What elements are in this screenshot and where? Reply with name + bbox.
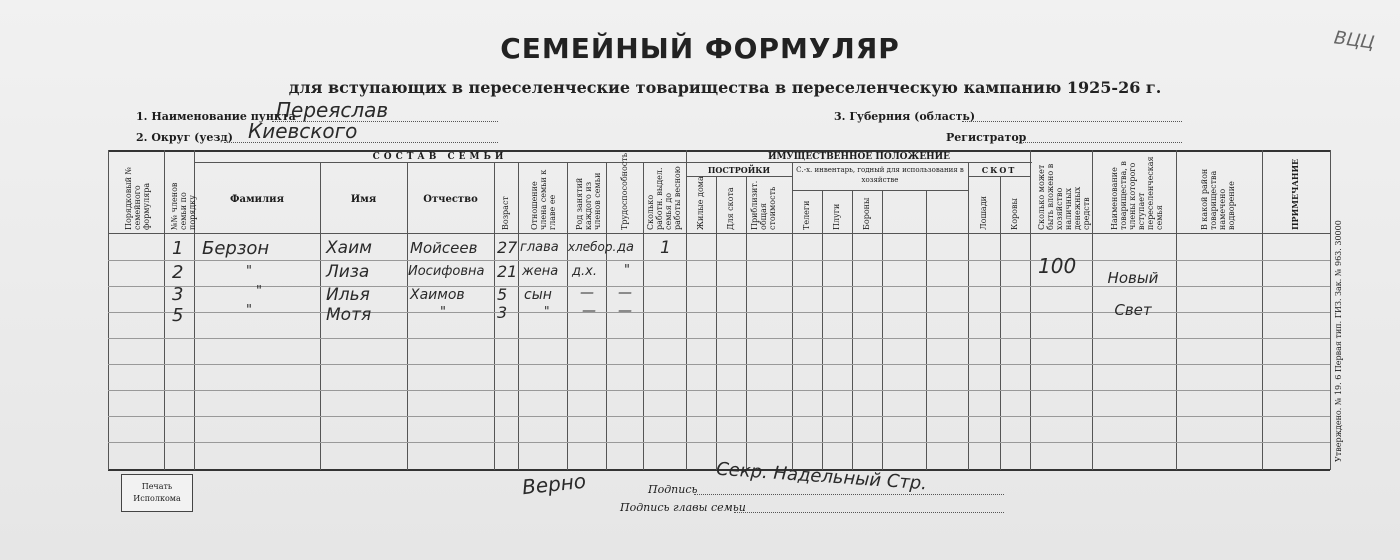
surname-cell: " <box>246 264 252 279</box>
surname-header: Фамилия <box>230 194 284 205</box>
livestock-group-rule <box>968 176 1030 177</box>
association-cell: Новый Свет <box>1107 269 1159 319</box>
building-value-header: Приблизит. общая стоимость <box>750 180 777 230</box>
occupation-cell: д.х. <box>572 264 597 279</box>
printer-imprint: Утверждено. № 19. 6 Первая тип. ГИЗ. Зак. № 963. 30000 <box>1334 220 1343 462</box>
stamp-box <box>121 474 193 512</box>
occupation-cell: хлебор. <box>568 240 617 254</box>
verno-note: Верно <box>520 468 588 500</box>
surname-cell: " <box>246 303 252 318</box>
ability-cell: — <box>618 285 632 301</box>
member-no-header: №№ членов семьи по порядку <box>170 182 197 230</box>
member-number: 2 <box>172 262 184 283</box>
family-group-heading: СОСТАВ СЕМЬИ <box>372 152 508 162</box>
livestock-group-heading: СКОТ <box>981 165 1017 175</box>
registrator-underline <box>1016 142 1182 143</box>
age-cell: 3 <box>497 303 508 322</box>
head-signature-underline <box>734 512 1004 513</box>
name-cell: Мотя <box>326 305 372 325</box>
member-number: 1 <box>172 238 184 259</box>
form-subtitle: для вступающих в переселенческие товарищества в переселенческую кампанию 1925-26 г. <box>288 78 1162 97</box>
registrator-label: Регистратор <box>946 131 1027 144</box>
patronymic-cell: " <box>440 305 446 320</box>
surname-cell: " <box>256 284 262 299</box>
patronymic-cell: Хаимов <box>410 287 465 303</box>
region-header: В какой район товарищества намечено водворение <box>1200 168 1236 230</box>
guberniya-label: 3. Губерния (область) <box>834 110 976 123</box>
name-cell: Хаим <box>326 238 372 258</box>
property-group-heading: ИМУЩЕСТВЕННОЕ ПОЛОЖЕНИЕ <box>767 152 951 162</box>
ploughs-header: Плуги <box>832 203 841 230</box>
occupation-header: Род занятий каждого из членов семьи <box>575 172 602 230</box>
signature-label: Подпись <box>648 483 698 496</box>
surname-cell: Берзон <box>202 238 270 259</box>
notes-header: ПРИМЕЧАНИЕ <box>1290 158 1300 230</box>
age-cell: 5 <box>497 285 508 304</box>
corner-handwritten-note: ВЦЦ <box>1332 27 1376 54</box>
member-number: 5 <box>172 305 184 326</box>
signature-value: Секр. Надельный Стр. <box>715 458 928 495</box>
buildings-group-heading: ПОСТРОЙКИ <box>707 165 771 175</box>
relation-cell: глава <box>520 240 559 255</box>
workers-header: Сколько работн. выдел. семья до работы весною <box>646 166 682 230</box>
relation-cell: " <box>544 304 550 318</box>
okrug-label: 2. Округ (уезд) <box>136 131 233 144</box>
stamp-label-1: Печать <box>141 482 173 491</box>
inventory-group-rule <box>792 190 968 191</box>
horses-header: Лошади <box>979 196 988 230</box>
money-header: Сколько может быть вложено в хозяйство наличных денежных средств <box>1037 163 1091 230</box>
signature-underline <box>694 494 1004 495</box>
punkt-label: 1. Наименование пункта <box>136 110 296 123</box>
family-group-rule <box>194 162 686 163</box>
houses-header: Жилые дома <box>696 176 705 230</box>
harrows-header: Бороны <box>862 197 871 230</box>
age-header: Возраст <box>501 196 510 230</box>
formular-no-header: Порядковый № семейного формуляра <box>124 166 151 230</box>
ability-cell: — <box>618 303 632 319</box>
stamp-label-2: Исполкома <box>133 494 181 503</box>
form-title: СЕМЕЙНЫЙ ФОРМУЛЯР <box>500 32 900 65</box>
punkt-value: Переяслав <box>276 98 389 122</box>
name-cell: Лиза <box>326 262 370 282</box>
age-cell: 27 <box>497 238 518 257</box>
carts-header: Телеги <box>802 200 811 230</box>
cows-header: Коровы <box>1010 198 1019 230</box>
patronymic-cell: Иосифовна <box>408 264 485 279</box>
patronymic-header: Отчество <box>423 194 478 205</box>
ability-cell: " <box>624 263 630 278</box>
property-group-rule <box>686 162 1032 163</box>
ability-cell: да <box>617 240 634 255</box>
inventory-group-heading: С.-х. инвентарь, годный для использования в хозяйстве <box>796 166 964 184</box>
head-signature-label: Подпись главы семьи <box>620 501 746 514</box>
patronymic-cell: Мойсеев <box>410 239 478 257</box>
barns-header: Для скота <box>726 187 735 230</box>
relation-header: Отношение члена семьи к главе ее <box>530 169 557 230</box>
name-cell: Илья <box>326 285 370 305</box>
occupation-cell: — <box>580 285 594 301</box>
workers-cell: 1 <box>660 238 671 258</box>
ability-header: Трудоспособность <box>620 152 629 230</box>
money-cell: 100 <box>1038 254 1077 278</box>
guberniya-underline <box>962 121 1182 122</box>
occupation-cell: — <box>582 303 596 319</box>
okrug-value: Киевского <box>248 119 358 143</box>
member-number: 3 <box>172 284 184 305</box>
relation-cell: сын <box>524 287 552 303</box>
age-cell: 21 <box>497 262 518 281</box>
relation-cell: жена <box>522 264 559 279</box>
name-header: Имя <box>350 194 377 205</box>
table-header-bottom <box>108 233 1330 234</box>
association-header: Наименование товарищества, в члены которого вступает переселенческая семья <box>1110 156 1164 230</box>
